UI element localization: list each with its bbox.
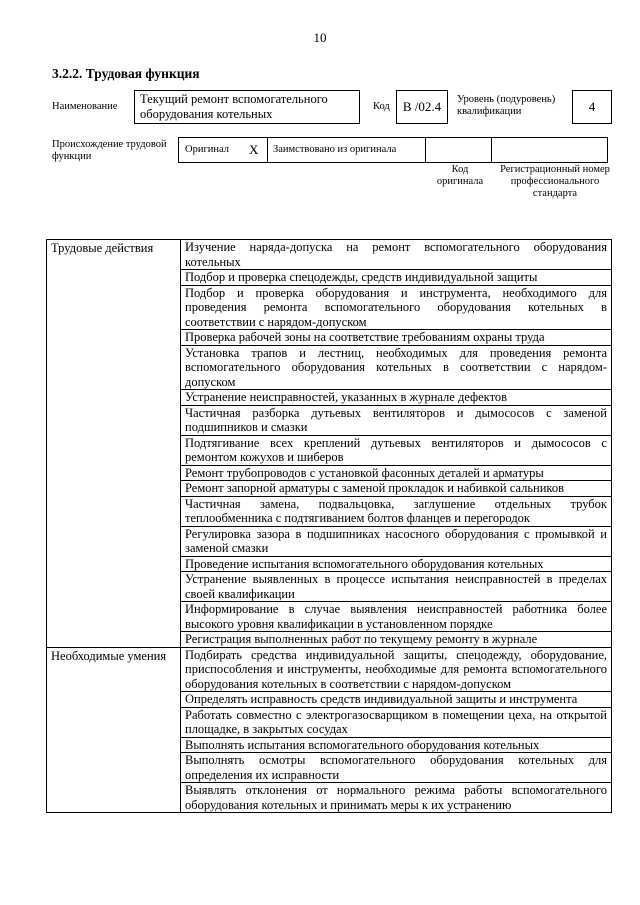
table-body <box>47 240 612 813</box>
item-cell: Выявлять отклонения от нормального режима работы вспомогательного оборудования котельных и принимать меры к их устранению <box>181 783 612 813</box>
item-cell: Регистрация выполненных работ по текущему ремонту в журнале <box>181 632 612 648</box>
item-cell: Подтягивание всех креплений дутьевых вентиляторов и дымососов с ремонтом кожухов и шиберов <box>181 435 612 465</box>
origin-divider <box>425 138 426 162</box>
item-cell: Подбор и проверка спецодежды, средств индивидуальной защиты <box>181 270 612 286</box>
name-label: Наименование <box>52 101 118 112</box>
original-mark: X <box>249 142 259 157</box>
item-cell: Выполнять испытания вспомогательного оборудования котельных <box>181 737 612 753</box>
section-header-cell: Трудовые действия <box>47 240 181 648</box>
item-cell: Информирование в случае выявления неисправностей работника более высокого уровня квалификации в установленном порядке <box>181 602 612 632</box>
item-cell: Ремонт трубопроводов с установкой фасонных деталей и арматуры <box>181 465 612 481</box>
borrowed-label: Заимствовано из оригинала <box>273 144 397 155</box>
page-number: 10 <box>313 30 327 45</box>
item-cell: Устранение выявленных в процессе испытания неисправностей в пределах своей квалификации <box>181 572 612 602</box>
origin-label: Происхождение трудовой функции <box>52 139 167 162</box>
origin-row <box>178 137 608 163</box>
level-value: 4 <box>572 90 612 124</box>
item-cell: Регулировка зазора в подшипниках насосного оборудования с промывкой и заменой смазки <box>181 526 612 556</box>
name-value: Текущий ремонт вспомогательного оборудования котельных <box>134 90 360 124</box>
item-cell: Работать совместно с электрогазосварщиком в помещении цеха, на открытой площадке, в закрытых сосудах <box>181 707 612 737</box>
table-row <box>47 647 612 692</box>
item-cell: Частичная разборка дутьевых вентиляторов и дымососов с заменой подшипников и смазки <box>181 405 612 435</box>
functions-table <box>46 239 612 813</box>
origin-divider <box>267 138 268 162</box>
code-value: В /02.4 <box>396 90 448 124</box>
item-cell: Проведение испытания вспомогательного оборудования котельных <box>181 556 612 572</box>
reg-caption: Регистрационный номер профессионального стандарта <box>500 164 610 199</box>
code-label: Код <box>373 101 390 112</box>
origin-divider <box>491 138 492 162</box>
item-cell: Определять исправность средств индивидуальной защиты и инструмента <box>181 692 612 708</box>
item-cell: Проверка рабочей зоны на соответствие требованиям охраны труда <box>181 330 612 346</box>
table-row <box>47 240 612 270</box>
level-label: Уровень (подуровень) квалификации <box>457 94 556 117</box>
code-caption: Код оригинала <box>436 164 484 187</box>
item-cell: Устранение неисправностей, указанных в журнале дефектов <box>181 390 612 406</box>
item-cell: Изучение наряда-допуска на ремонт вспомогательного оборудования котельных <box>181 240 612 270</box>
item-cell: Подбор и проверка оборудования и инструмента, необходимого для проведения ремонта вспомогательного оборудования котельных в соответствии с нарядом-допуском <box>181 285 612 330</box>
item-cell: Ремонт запорной арматуры с заменой прокладок и набивкой сальников <box>181 481 612 497</box>
section-title: 3.2.2. Трудовая функция <box>52 66 200 81</box>
original-label: Оригинал <box>185 144 229 155</box>
section-header-cell: Необходимые умения <box>47 647 181 813</box>
item-cell: Выполнять осмотры вспомогательного оборудования котельных для определения их исправности <box>181 753 612 783</box>
item-cell: Частичная замена, подвальцовка, заглушение отдельных трубок теплообменника с подтягиванием болтов фланцев и перегородок <box>181 496 612 526</box>
item-cell: Установка трапов и лестниц, необходимых для проведения ремонта вспомогательного оборудования котельных в соответствии с нарядом-допуском <box>181 345 612 390</box>
item-cell: Подбирать средства индивидуальной защиты, спецодежду, оборудование, приспособления и инструменты, необходимые для ремонта вспомогательного оборудования котельных в соответствии с нарядом-допуском <box>181 647 612 692</box>
